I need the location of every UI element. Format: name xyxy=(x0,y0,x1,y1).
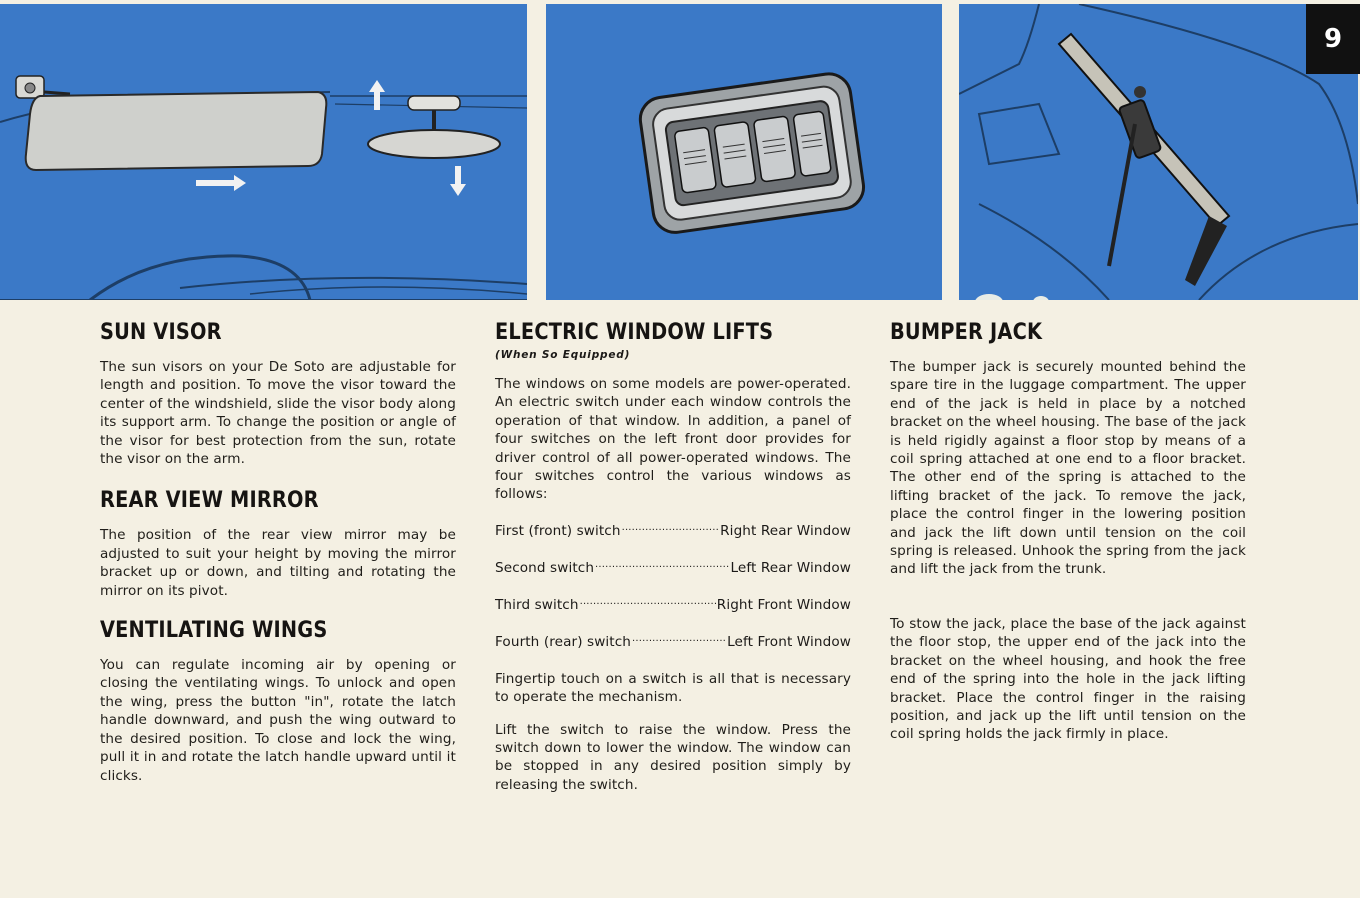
rear-view-mirror-heading: REAR VIEW MIRROR xyxy=(100,488,319,514)
page-number: 9 xyxy=(1306,4,1360,74)
switch-name: Third switch xyxy=(495,596,579,613)
sun-visor-text: The sun visors on your De Soto are adjustable for length and position. To move the visor toward the center of the windshield, slide the visor body along its support arm. To change the position or angle of the visor for best protection from the sun, rotate the visor on the arm. xyxy=(100,359,456,468)
switch-row xyxy=(495,596,851,614)
leader-dots xyxy=(621,522,721,540)
bumper-jack-text: The bumper jack is securely mounted behind the spare tire in the luggage compartment. The upper end of the jack is held in place by a notched bracket on the wheel housing. The base of the jack is held rigidly against a floor stop by means of a coil spring attached at one end to a floor bracket. The other end of the spring is attached to the lifting bracket of the jack. To remove the jack, place the control finger in the lowering position and jack the lift down until tension on the coil spring is released. Unhook the spring from the jack and lift the jack from the trunk. xyxy=(890,359,1246,578)
sun-visor-heading: SUN VISOR xyxy=(100,320,222,345)
column-left xyxy=(100,318,456,785)
switch-list xyxy=(495,522,851,651)
lift-switch-text: Lift the switch to raise the window. Press the switch down to lower the window. The window can be stopped in any desired position simply by releasing the switch. xyxy=(495,721,851,793)
column-middle xyxy=(495,318,851,794)
switch-window: Left Front Window xyxy=(727,633,851,650)
switch-name: First (front) switch xyxy=(495,522,621,539)
switch-window: Left Rear Window xyxy=(730,559,851,576)
stow-jack-text: To stow the jack, place the base of the jack against the floor stop, the upper end of the jack into the bracket on the wheel housing, and hook the free end of the spring into the hole in the jack lifting bracket. Place the control finger in the raising position, and jack up the lift until tension on the coil spring holds the jack firmly in place. xyxy=(890,615,1246,743)
ventilating-wings-heading: VENTILATING WINGS xyxy=(100,618,328,644)
column-right xyxy=(890,318,1246,744)
bumper-jack-heading: BUMPER JACK xyxy=(890,320,1043,345)
leader-dots xyxy=(579,596,717,614)
ventilating-wings-text: You can regulate incoming air by opening or closing the ventilating wings. To unlock and open the wing, press the button "in", rotate the latch handle downward, and push the wing outward to the desired position. To close and lock the wing, pull it in and rotate the latch handle upward until it clicks. xyxy=(100,657,456,784)
illustration-strip xyxy=(0,0,1360,300)
leader-dots xyxy=(631,633,727,651)
switch-window: Right Front Window xyxy=(716,596,851,613)
switch-window: Right Rear Window xyxy=(720,522,851,539)
electric-window-lifts-subtitle: (When So Equipped) xyxy=(495,349,631,361)
electric-window-lifts-heading: ELECTRIC WINDOW LIFTS xyxy=(495,320,774,345)
electric-window-lifts-text: The windows on some models are power-operated. An electric switch under each window controls the operation of that window. In addition, a panel of four switches on the left front door provides for driver control of all power-operated windows. The four switches control the various windows as follows: xyxy=(495,376,851,503)
leader-dots xyxy=(594,559,730,577)
switch-row xyxy=(495,559,851,577)
electric-window-switch-panel-illustration-icon xyxy=(546,4,942,300)
switch-name: Second switch xyxy=(495,559,595,576)
switch-row xyxy=(495,633,851,651)
bumper-jack-illustration-icon xyxy=(959,4,1358,300)
switch-name: Fourth (rear) switch xyxy=(495,633,632,650)
fingertip-text: Fingertip touch on a switch is all that is necessary to operate the mechanism. xyxy=(495,670,851,706)
sun-visor-and-mirror-illustration-icon xyxy=(0,4,527,300)
switch-row xyxy=(495,522,851,540)
rear-view-mirror-text: The position of the rear view mirror may be adjusted to suit your height by moving the mirror bracket up or down, and tilting and rotating the mirror on its pivot. xyxy=(100,527,456,599)
